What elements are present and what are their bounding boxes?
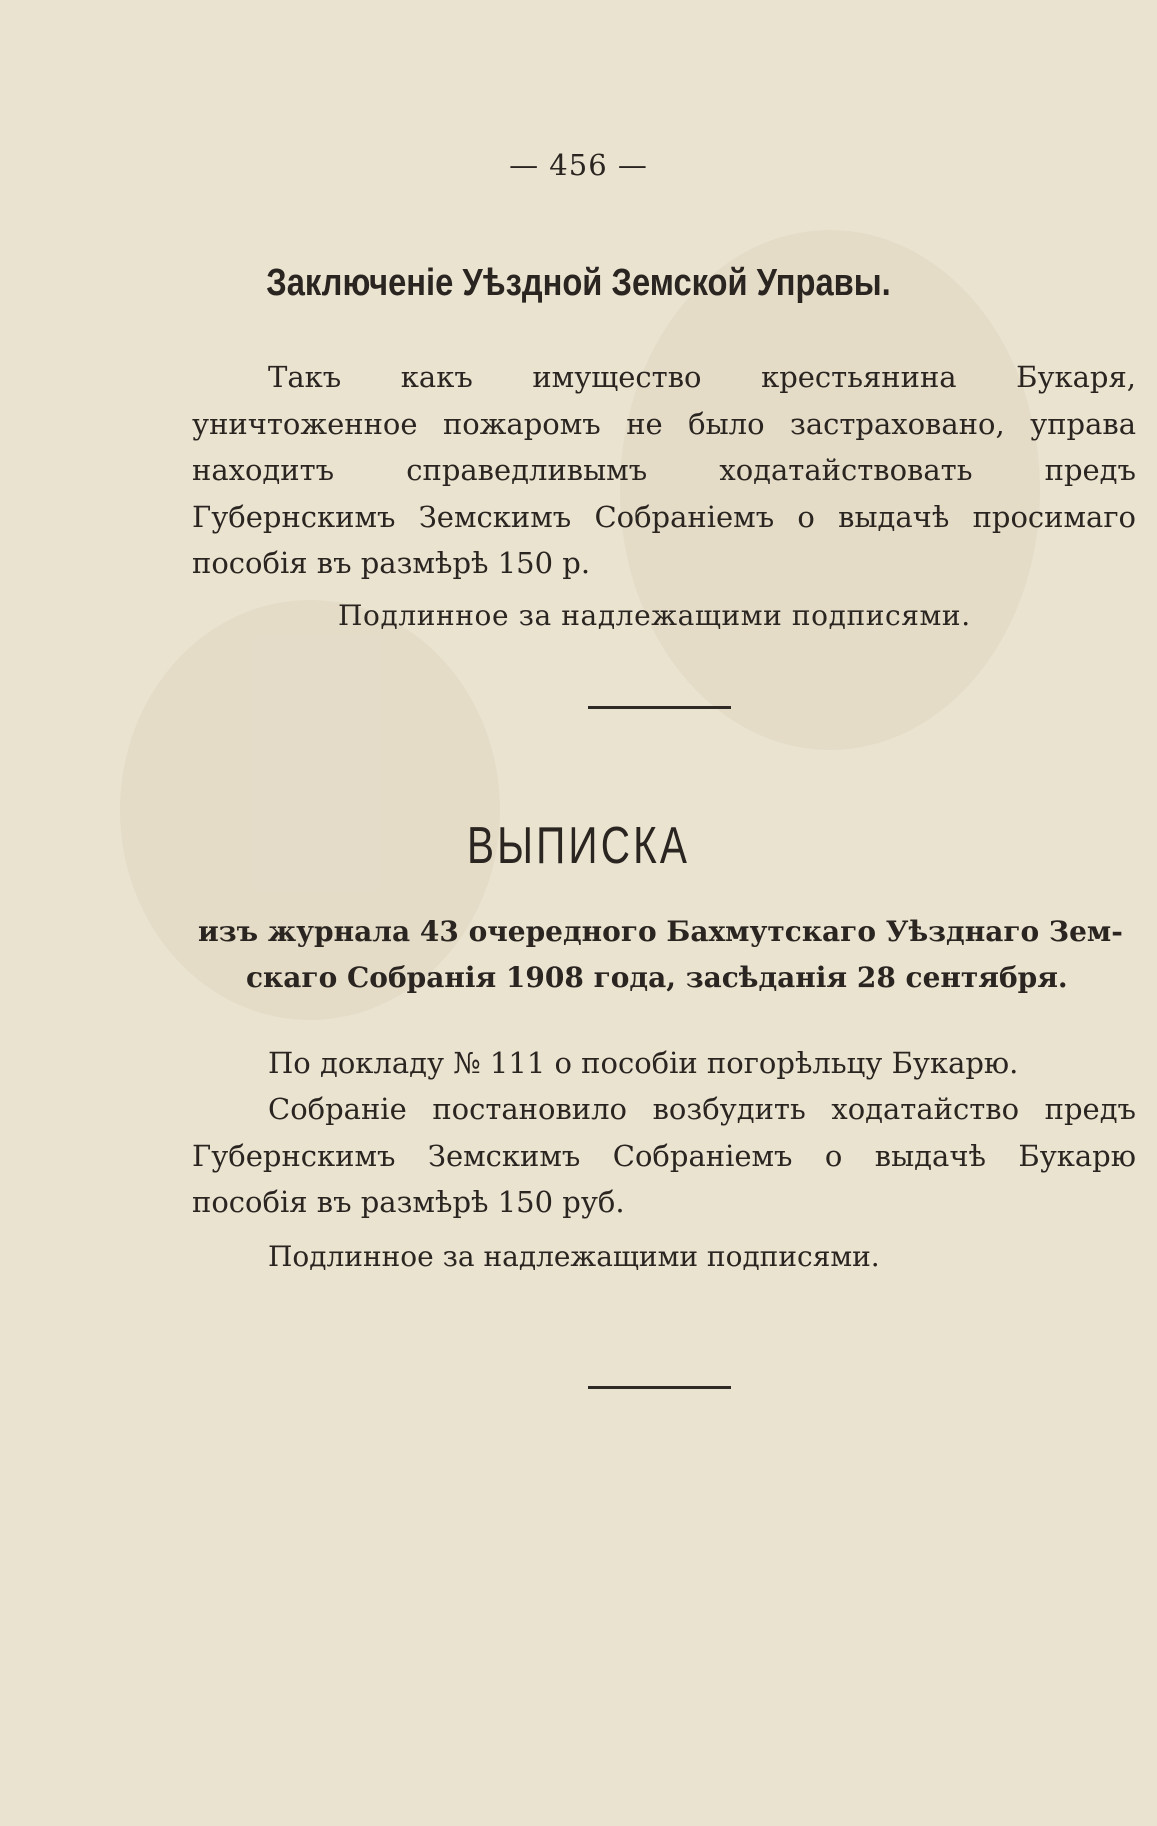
extract-subtitle xyxy=(192,909,1136,1001)
subtitle-line-1: изъ журнала 43 очередного Бахмутскаго Уѣзднаго Зем- xyxy=(198,915,1123,948)
subtitle-line-2: скаго Собранія 1908 года, засѣданія 28 сентября. xyxy=(246,961,1068,994)
resolution-paragraph: Собраніе постановило возбудить ходатайство предъ Губернскимъ Земскимъ Собраніемъ о выдачѣ Букарю пособія въ размѣрѣ 150 руб. xyxy=(192,1092,1136,1219)
signature-note: Подлинное за надлежащими подписями. xyxy=(268,1240,880,1273)
page-number: — 456 — xyxy=(509,148,648,182)
section-divider xyxy=(588,1386,731,1389)
extract-title: ВЫПИСКА xyxy=(466,817,691,875)
signature-note: Подлинное за надлежащими подписями. xyxy=(338,599,971,632)
section-divider xyxy=(588,706,731,709)
section-heading: Заключеніе Уѣздной Земской Управы. xyxy=(266,262,891,304)
report-paragraph: По докладу № 111 о пособіи погорѣльцу Букарю. xyxy=(268,1046,1019,1080)
conclusion-paragraph: Такъ какъ имущество крестьянина Букаря, уничтоженное пожаромъ не было застраховано, управа находитъ справедливымъ ходатайствовать предъ Губернскимъ Земскимъ Собраніемъ о выдачѣ просимаго пособія въ размѣрѣ 150 р. xyxy=(192,360,1136,580)
